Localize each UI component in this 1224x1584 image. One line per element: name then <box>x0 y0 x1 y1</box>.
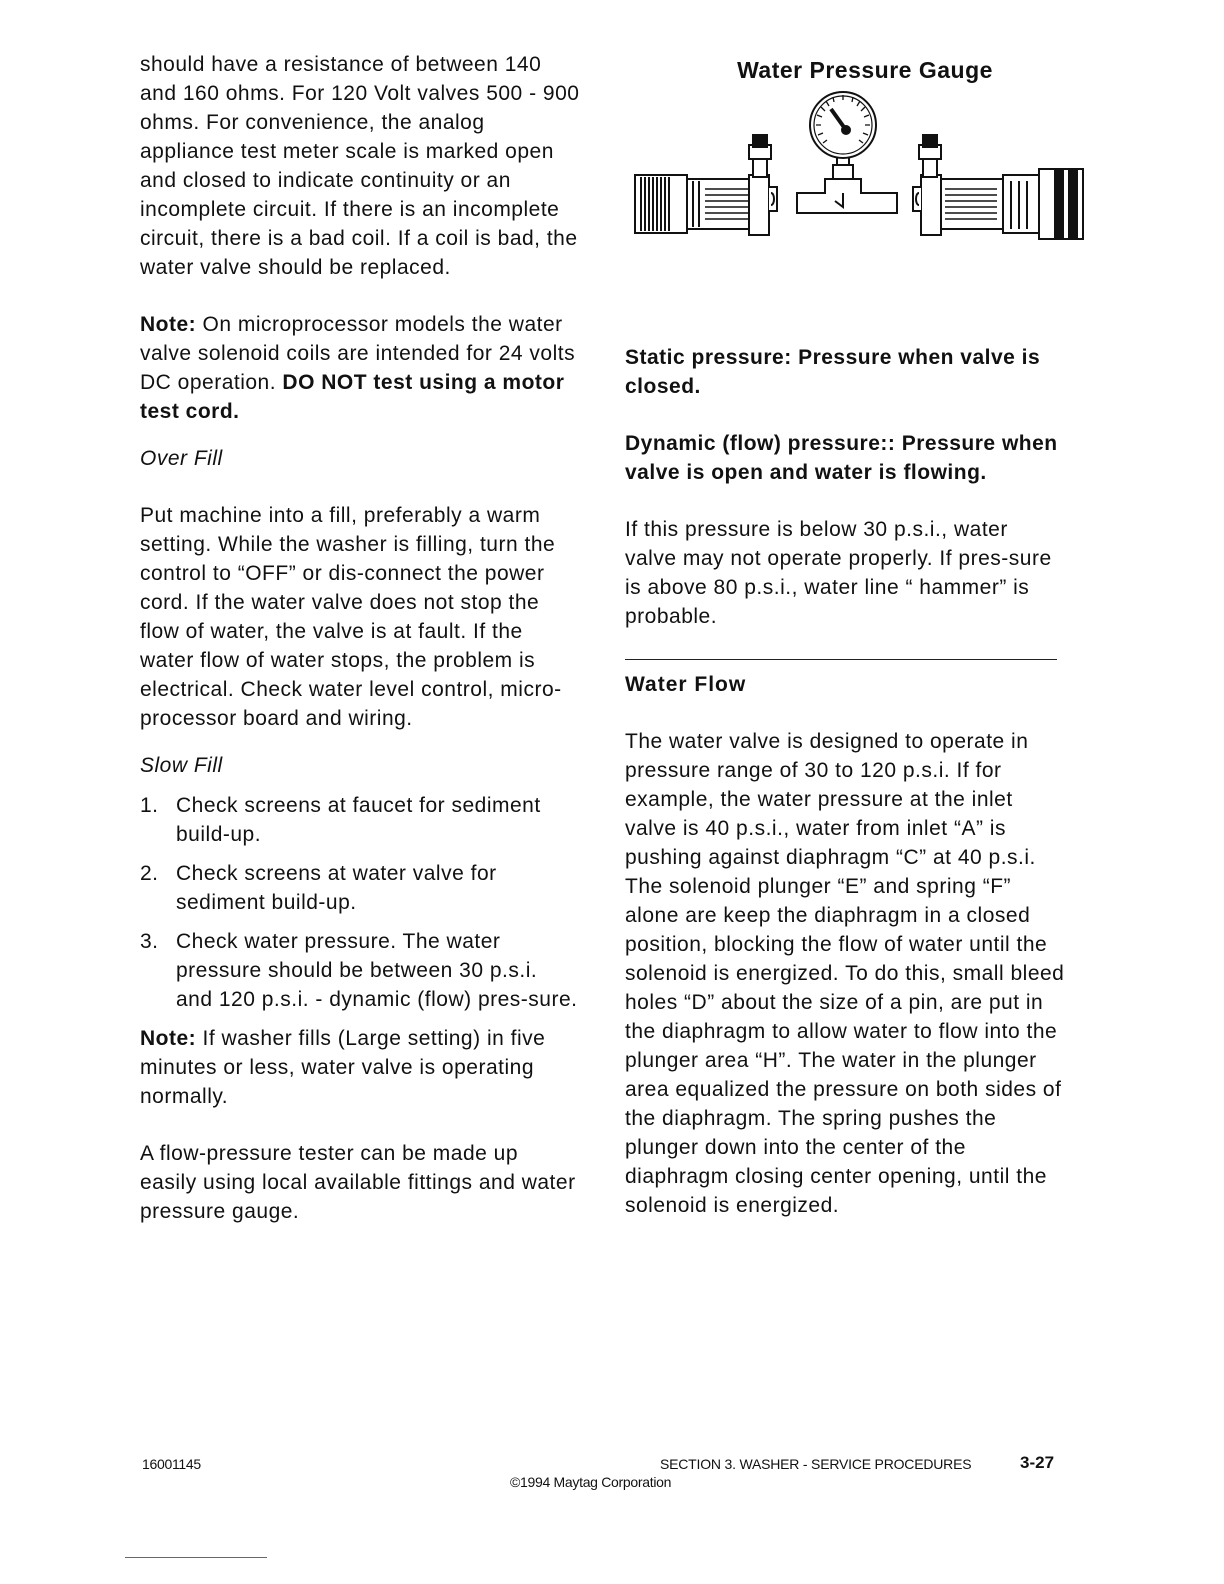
water-flow-paragraph: The water valve is designed to operate in pressure range of 30 to 120 p.s.i. If for example, the water pressure at the inlet valve is 40 p.s.i., water from inlet “A” is pushing against diaphragm “C” at 40 p.s.i. The solenoid plunger “E” and spring “F” alone are keep the diaphragm in a closed position, blocking the flow of water until the solenoid is energized. To do this, small bleed holes “D” about the size of a pin, are put in the diaphragm to allow water to flow into the plunger area “H”. The water in the plunger area equalized the pressure on both sides of the diaphragm. The spring pushes the plunger down into the center of the diaphragm closing center opening, until the solenoid is energized. <box>625 730 1065 1217</box>
right-hose <box>941 179 1003 229</box>
note-label: Note: <box>140 1027 197 1050</box>
pressure-range-paragraph: If this pressure is below 30 p.s.i., water valve may not operate properly. If pres-sure is above 80 p.s.i., water line “ hammer” is probable. <box>625 518 1052 628</box>
bottom-divider <box>125 1557 267 1558</box>
step-number: 1. <box>140 794 159 817</box>
dynamic-pressure-definition: Dynamic (flow) pressure:: Pressure when valve is open and water is flowing. <box>625 432 1058 484</box>
over-fill-heading: Over Fill <box>140 447 223 470</box>
right-column <box>625 50 1065 1220</box>
list-item <box>140 859 580 917</box>
page-number: 3-27 <box>1020 1453 1055 1472</box>
document-number: 16001145 <box>142 1456 201 1472</box>
left-hose-thread <box>635 175 687 233</box>
microprocessor-note <box>140 310 580 426</box>
note-label: Note: <box>140 313 197 336</box>
list-item <box>140 791 580 849</box>
right-valve <box>913 135 941 235</box>
pressure-gauge-icon <box>810 92 876 158</box>
over-fill-paragraph: Put machine into a fill, preferably a warm setting. While the washer is filling, turn the control to “OFF” or dis-connect the power cord. If the water valve does not stop the flow of water, the valve is at fault. If the water flow of water stops, the problem is electrical. Check water level control, micro-processor board and wiring. <box>140 504 562 730</box>
step-text: Check screens at water valve for sediment build-up. <box>176 862 497 914</box>
gauge-title: Water Pressure Gauge <box>737 57 993 83</box>
copyright: ©1994 Maytag Corporation <box>510 1474 672 1490</box>
left-column <box>140 50 580 1226</box>
step-text: Check screens at faucet for sediment build-up. <box>176 794 541 846</box>
left-hose <box>687 179 749 229</box>
tester-paragraph: A flow-pressure tester can be made up easily using local available fittings and water pressure gauge. <box>140 1142 576 1223</box>
list-item <box>140 927 580 1014</box>
water-flow-heading: Water Flow <box>625 673 747 696</box>
left-valve <box>749 135 777 235</box>
fill-time-note <box>140 1024 580 1111</box>
water-pressure-gauge-diagram <box>625 89 1095 289</box>
note-text: On microprocessor models the water valve solenoid coils are intended for 24 volts DC operation. <box>140 313 576 394</box>
intro-paragraph: should have a resistance of between 140 and 160 ohms. For 120 Volt valves 500 - 900 ohms. For convenience, the analog appliance test meter scale is marked open and closed to indicate continuity or an incomplete circuit. If there is an incomplete circuit, there is a bad coil. If a coil is bad, the water valve should be replaced. <box>140 53 580 279</box>
step-number: 3. <box>140 930 159 953</box>
step-number: 2. <box>140 862 159 885</box>
center-tee <box>797 157 897 213</box>
slow-fill-heading: Slow Fill <box>140 754 223 777</box>
note-warning: DO NOT test using a motor test cord. <box>140 371 565 423</box>
slow-fill-steps <box>140 791 580 1014</box>
static-pressure-definition: Static pressure: Pressure when valve is closed. <box>625 346 1041 398</box>
section-divider <box>625 659 1057 660</box>
note-text: If washer fills (Large setting) in five minutes or less, water valve is operating normally. <box>140 1027 546 1108</box>
section-footer: SECTION 3. WASHER - SERVICE PROCEDURES <box>660 1456 972 1472</box>
right-hose-coupling <box>1003 169 1083 239</box>
step-text: Check water pressure. The water pressure should be between 30 p.s.i. and 120 p.s.i. - dynamic (flow) pres-sure. <box>176 930 578 1011</box>
